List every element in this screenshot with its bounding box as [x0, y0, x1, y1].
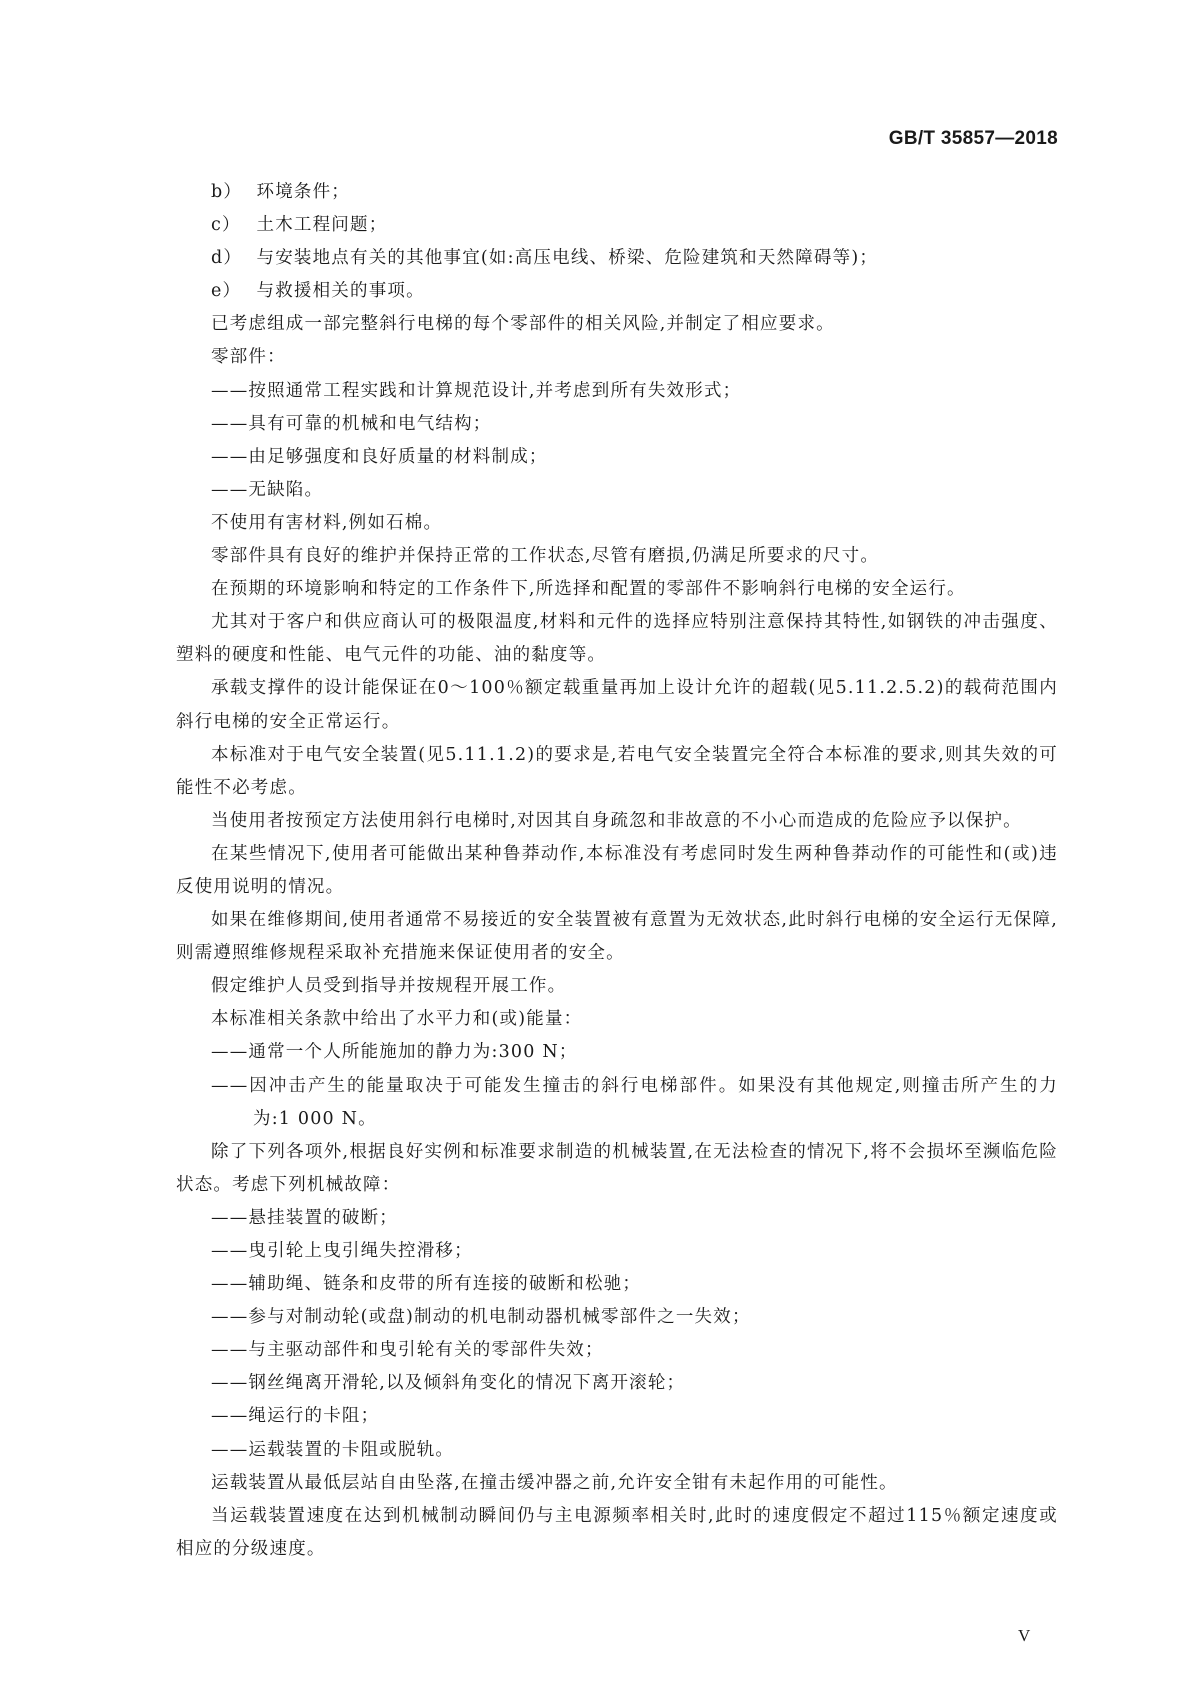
list-item-text: 环境条件； [256, 182, 350, 202]
dash-item: ——钢丝绳离开滑轮,以及倾斜角变化的情况下离开滚轮； [211, 1373, 686, 1394]
dash-item: ——按照通常工程实践和计算规范设计,并考虑到所有失效形式； [211, 380, 742, 401]
paragraph: 运载装置从最低层站自由坠落,在撞击缓冲器之前,允许安全钳有未起作用的可能性。 [211, 1472, 898, 1493]
dash-item: ——因冲击产生的能量取决于可能发生撞击的斜行电梯部件。如果没有其他规定,则撞击所产生的力为:1 000 N。 [211, 1075, 1058, 1129]
paragraph: 已考虑组成一部完整斜行电梯的每个零部件的相关风险,并制定了相应要求。 [211, 314, 835, 335]
list-item-label: e） [211, 281, 242, 302]
dash-item: ——参与对制动轮(或盘)制动的机电制动器机械零部件之一失效； [211, 1307, 751, 1328]
dash-item: ——通常一个人所能施加的静力为:300 N； [211, 1042, 578, 1063]
paragraph: 假定维护人员受到指导并按规程开展工作。 [211, 976, 567, 997]
list-item-text: 与救援相关的事项。 [256, 281, 425, 302]
dash-item: ——绳运行的卡阻； [211, 1406, 380, 1427]
paragraph: 除了下列各项外,根据良好实例和标准要求制造的机械装置,在无法检查的情况下,将不会损坏至濒临危险状态。考虑下列机械故障： [176, 1141, 1058, 1195]
dash-item: ——辅助绳、链条和皮带的所有连接的破断和松驰； [211, 1274, 642, 1295]
list-item-label: d） [211, 248, 243, 269]
paragraph: 当使用者按预定方法使用斜行电梯时,对因其自身疏忽和非故意的不小心而造成的危险应予以保护。 [211, 810, 1022, 831]
dash-item: ——由足够强度和良好质量的材料制成； [211, 446, 548, 467]
paragraph: 承载支撑件的设计能保证在0～100％额定载重量再加上设计允许的超载(见5.11.2.5.2)的载荷范围内斜行电梯的安全正常运行。 [176, 678, 1058, 732]
page-number: V [1018, 1626, 1031, 1645]
dash-item: ——无缺陷。 [211, 479, 324, 500]
dash-item: ——与主驱动部件和曳引轮有关的零部件失效； [211, 1340, 604, 1361]
standard-code: GB/T 35857—2018 [888, 128, 1058, 149]
paragraph: 不使用有害材料,例如石棉。 [211, 512, 443, 533]
document-body [176, 176, 1058, 1566]
dash-item: ——曳引轮上曳引绳失控滑移； [211, 1241, 473, 1261]
paragraph: 当运载装置速度在达到机械制动瞬间仍与主电源频率相关时,此时的速度假定不超过115％额定速度或相应的分级速度。 [176, 1505, 1058, 1559]
list-item [211, 242, 1058, 275]
list-item-text: 土木工程问题； [256, 215, 388, 236]
list-item [211, 176, 1058, 209]
paragraph: 零部件具有良好的维护并保持正常的工作状态,尽管有磨损,仍满足所要求的尺寸。 [211, 546, 880, 567]
list-item [211, 209, 1058, 242]
dash-item: ——运载装置的卡阻或脱轨。 [211, 1439, 455, 1460]
dash-item: ——悬挂装置的破断； [211, 1207, 398, 1228]
list-item-label: c） [211, 215, 241, 236]
list-item [211, 275, 1058, 308]
list-item-text: 与安装地点有关的其他事宜(如:高压电线、桥梁、危险建筑和天然障碍等)； [256, 248, 879, 269]
paragraph: 本标准相关条款中给出了水平力和(或)能量： [211, 1009, 583, 1030]
paragraph: 如果在维修期间,使用者通常不易接近的安全装置被有意置为无效状态,此时斜行电梯的安全运行无保障,则需遵照维修规程采取补充措施来保证使用者的安全。 [176, 910, 1058, 964]
dash-item: ——具有可靠的机械和电气结构； [211, 413, 492, 434]
paragraph: 零部件： [211, 347, 286, 368]
paragraph: 本标准对于电气安全装置(见5.11.1.2)的要求是,若电气安全装置完全符合本标准的要求,则其失效的可能性不必考虑。 [176, 744, 1058, 798]
paragraph: 在某些情况下,使用者可能做出某种鲁莽动作,本标准没有考虑同时发生两种鲁莽动作的可能性和(或)违反使用说明的情况。 [176, 843, 1058, 897]
list-item-label: b） [211, 182, 243, 202]
paragraph: 在预期的环境影响和特定的工作条件下,所选择和配置的零部件不影响斜行电梯的安全运行。 [211, 579, 966, 600]
paragraph: 尤其对于客户和供应商认可的极限温度,材料和元件的选择应特别注意保持其特性,如钢铁的冲击强度、塑料的硬度和性能、电气元件的功能、油的黏度等。 [176, 612, 1058, 666]
